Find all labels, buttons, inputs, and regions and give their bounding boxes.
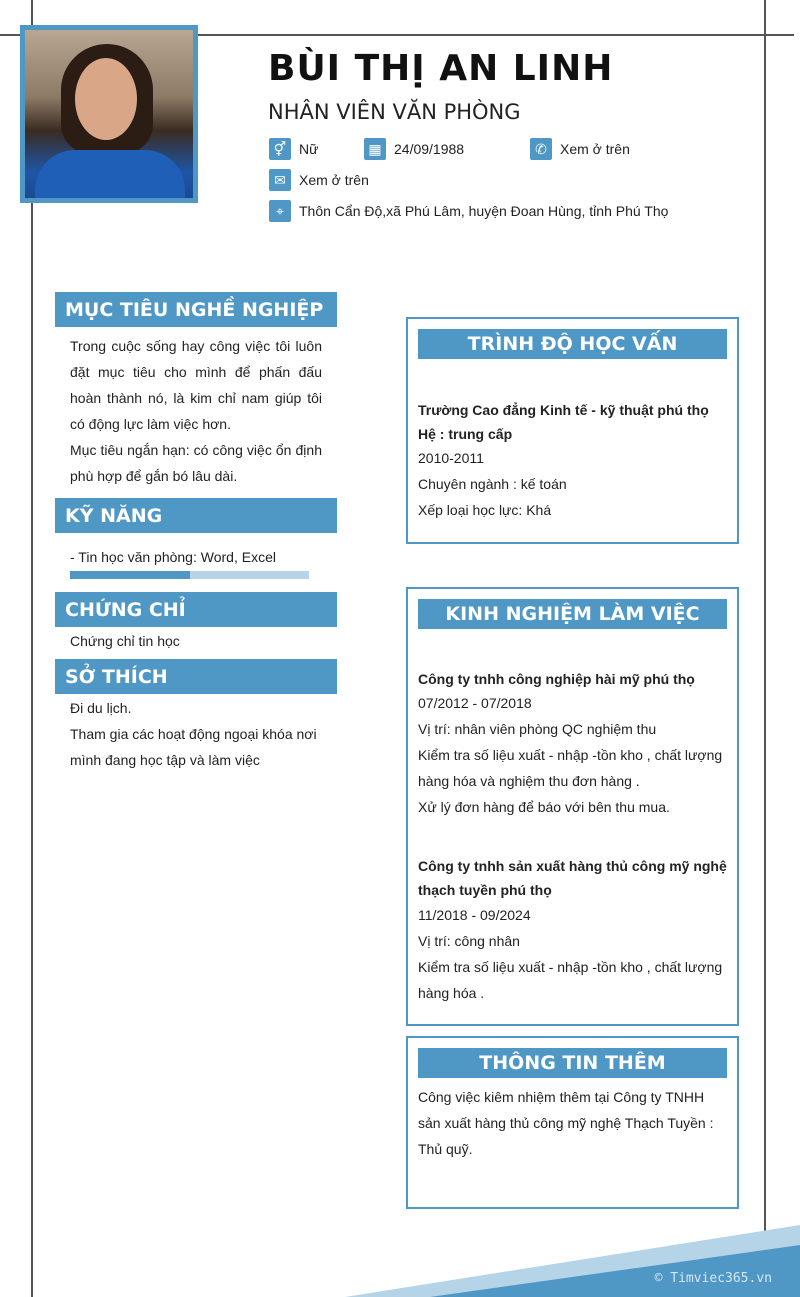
job-position: Vị trí: công nhân	[418, 933, 520, 949]
calendar-icon: ▦	[364, 138, 386, 160]
experience-heading: KINH NGHIỆM LÀM VIỆC	[418, 599, 727, 629]
location-icon: ⌖	[269, 200, 291, 222]
job-period: 07/2012 - 07/2018	[418, 695, 532, 711]
certificate-item: Chứng chỉ tin học	[70, 633, 180, 649]
extra-info-heading: THÔNG TIN THÊM	[418, 1048, 727, 1078]
gender-icon: ⚥	[269, 138, 291, 160]
phone-value: Xem ở trên	[560, 141, 630, 157]
skill-item: - Tin học văn phòng: Word, Excel	[70, 549, 276, 565]
education-level: Hệ : trung cấp	[418, 426, 513, 442]
email-value: Xem ở trên	[299, 172, 369, 188]
job-period: 11/2018 - 09/2024	[418, 907, 531, 923]
job-duty: Kiểm tra số liệu xuất - nhập -tồn kho , chất lượng hàng hóa và nghiệm thu đơn hàng .	[418, 747, 723, 789]
job-title: NHÂN VIÊN VĂN PHÒNG	[268, 100, 521, 124]
candidate-name: BÙI THỊ AN LINH	[268, 48, 614, 89]
watermark: © Timviec365.vn	[654, 1271, 772, 1286]
job-position: Vị trí: nhân viên phòng QC nghiệm thu	[418, 721, 657, 737]
job-duty: Kiểm tra số liệu xuất - nhập -tồn kho , chất lượng hàng hóa .	[418, 959, 723, 1001]
phone-icon: ✆	[530, 138, 552, 160]
skills-heading: KỸ NĂNG	[55, 498, 337, 533]
objective-heading: MỤC TIÊU NGHỀ NGHIỆP	[55, 292, 337, 327]
objective-paragraph-1: Trong cuộc sống hay công việc tôi luôn đặt mục tiêu cho mình để phấn đấu hoàn thành nó, là kim chỉ nam giúp tôi có động lực làm việc hơn.	[70, 338, 322, 432]
education-school: Trường Cao đẳng Kinh tế - kỹ thuật phú thọ	[418, 402, 709, 418]
certificates-heading: CHỨNG CHỈ	[55, 592, 337, 627]
gender-value: Nữ	[299, 141, 319, 157]
job-company: Công ty tnhh sản xuất hàng thủ công mỹ nghệ thạch tuyền phú thọ	[418, 858, 727, 898]
job-duty: Xử lý đơn hàng để báo với bên thu mua.	[418, 799, 670, 815]
objective-paragraph-2: Mục tiêu ngắn hạn: có công việc ổn định phù hợp để gắn bó lâu dài.	[70, 442, 322, 484]
job-company: Công ty tnhh công nghiệp hài mỹ phú thọ	[418, 671, 695, 687]
education-heading: TRÌNH ĐỘ HỌC VẤN	[418, 329, 727, 359]
hobbies-heading: SỞ THÍCH	[55, 659, 337, 694]
address-value: Thôn Cẩn Độ,xã Phú Lâm, huyện Đoan Hùng, tỉnh Phú Thọ	[299, 203, 669, 219]
email-icon: ✉	[269, 169, 291, 191]
education-major: Chuyên ngành : kế toán	[418, 476, 567, 492]
education-grade: Xếp loại học lực: Khá	[418, 502, 552, 518]
hobby-item-1: Đi du lịch.	[70, 700, 132, 716]
hobby-item-2: Tham gia các hoạt động ngoại khóa nơi mình đang học tập và làm việc	[70, 726, 317, 768]
birthdate-value: 24/09/1988	[394, 141, 465, 157]
education-period: 2010-2011	[418, 450, 484, 466]
extra-info-text: Công việc kiêm nhiệm thêm tại Công ty TNHH sản xuất hàng thủ công mỹ nghệ Thạch Tuyền : Thủ quỹ.	[418, 1089, 714, 1157]
